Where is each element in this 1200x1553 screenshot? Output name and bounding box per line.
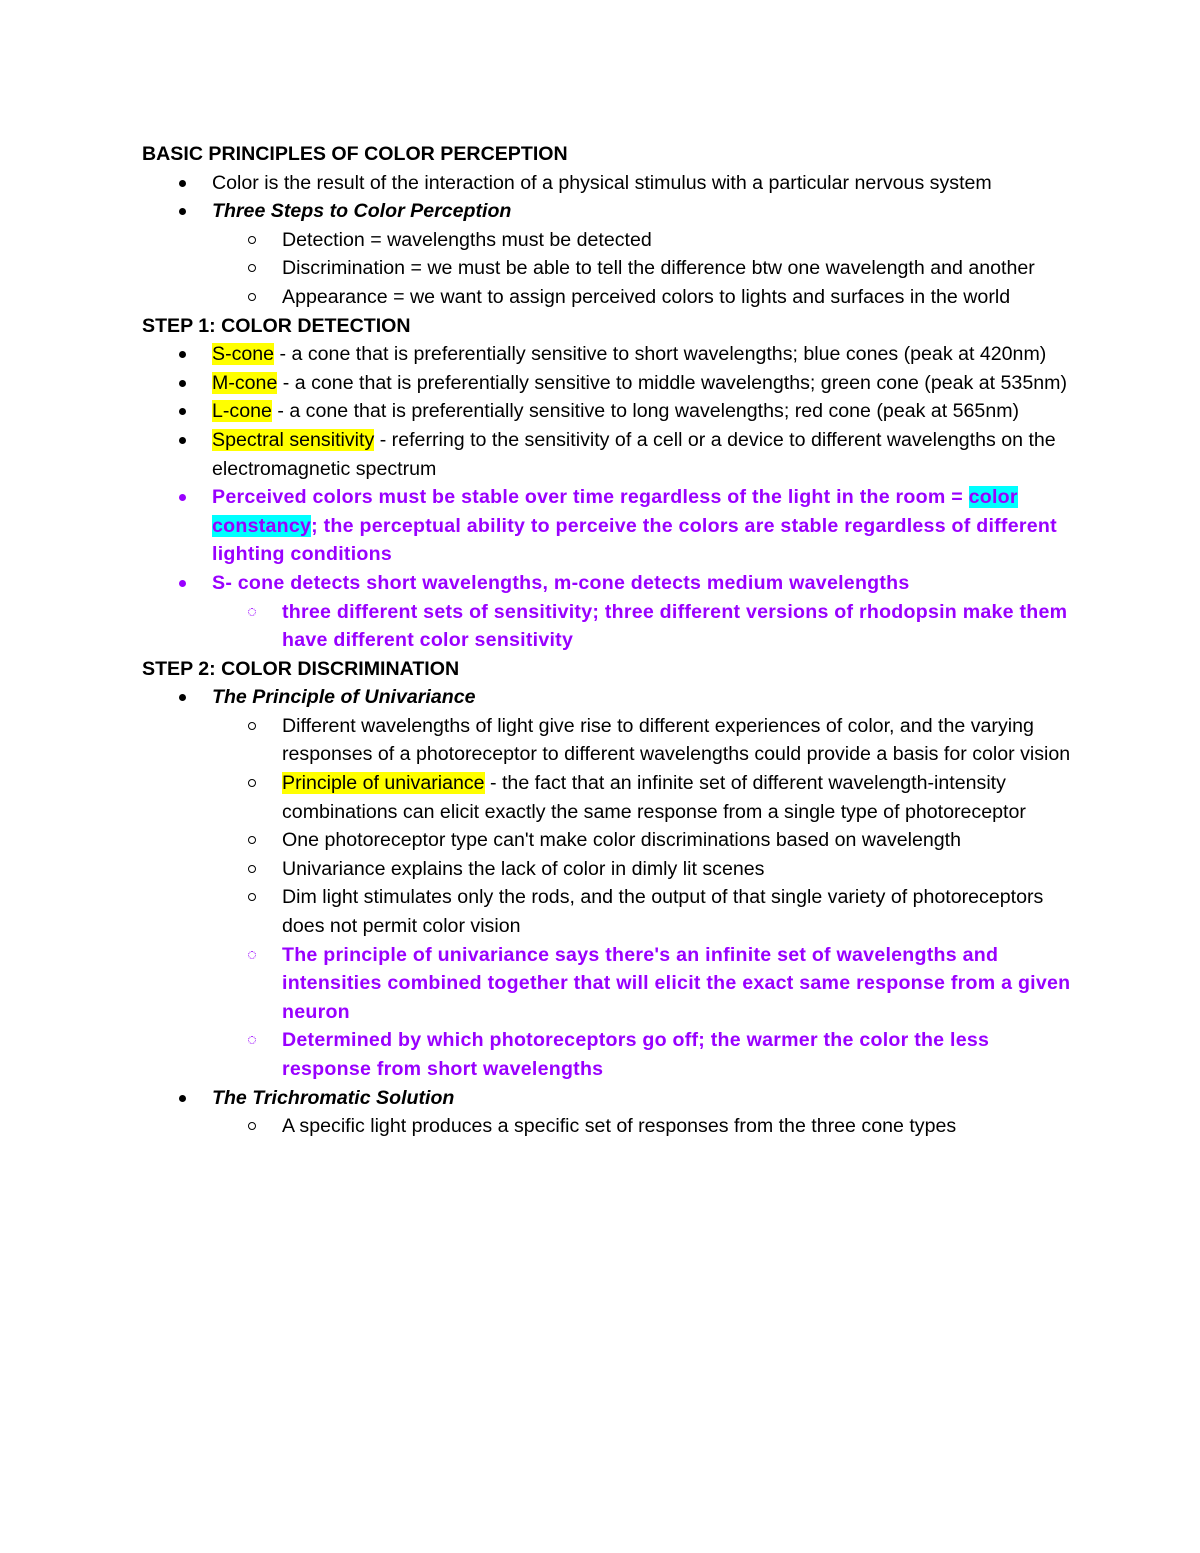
highlighted-term: Spectral sensitivity [212, 428, 375, 451]
sub-list-item [142, 941, 1072, 1027]
sub-list-item: One photoreceptor type can't make color discriminations based on wavelength [142, 826, 1072, 855]
list-item [142, 197, 1072, 226]
section-heading-step2: STEP 2: COLOR DISCRIMINATION [142, 657, 460, 680]
bullet-list-step1 [142, 340, 1072, 655]
list-item [142, 683, 1072, 712]
highlighted-term: L-cone [212, 400, 272, 423]
list-item [142, 1084, 1072, 1113]
sub-list-item: A specific light produces a specific set of responses from the three cone types [142, 1112, 1072, 1141]
sub-list-item: Different wavelengths of light give rise to different experiences of color, and the varying responses of a photoreceptor to different wavelengths could provide a basis for color vision [142, 712, 1072, 769]
note-text: ; the perceptual ability to perceive the colors are stable regardless of different lighting conditions [212, 514, 1057, 566]
sub-list-item: Univariance explains the lack of color in dimly lit scenes [142, 855, 1072, 884]
highlighted-term: color constancy [212, 486, 1018, 537]
note-text: S- cone detects short wavelengths, m-cone detects medium wavelengths [212, 571, 910, 594]
sub-list-item [142, 1026, 1072, 1083]
term-definition: - the fact that an infinite set of different wavelength-intensity combinations can elicit exactly the same response from a single type of photoreceptor [282, 772, 1026, 823]
sub-list-item [142, 769, 1072, 826]
section-heading-step1: STEP 1: COLOR DETECTION [142, 314, 411, 337]
highlighted-term: S-cone [212, 343, 275, 366]
list-item: Color is the result of the interaction of a physical stimulus with a particular nervous system [142, 169, 1072, 198]
three-steps-title: Three Steps to Color Perception [212, 200, 512, 223]
list-item [142, 340, 1072, 369]
sub-list-item: Appearance = we want to assign perceived colors to lights and surfaces in the world [142, 283, 1072, 312]
highlighted-term: M-cone [212, 371, 278, 394]
term-definition: - a cone that is preferentially sensitive to long wavelengths; red cone (peak at 565nm) [271, 400, 1020, 423]
highlighted-term: Principle of univariance [282, 772, 485, 795]
univariance-title: The Principle of Univariance [212, 686, 476, 709]
list-item [142, 483, 1072, 569]
note-text: three different sets of sensitivity; three different versions of rhodopsin make them have different color sensitivity [282, 600, 1068, 652]
note-text: Perceived colors must be stable over time regardless of the light in the room = [212, 486, 969, 509]
notes-content [142, 140, 1072, 1141]
trichromatic-title: The Trichromatic Solution [212, 1086, 455, 1109]
sub-list-item [142, 598, 1072, 655]
bullet-list-basic [142, 169, 1072, 312]
sub-list-item: Discrimination = we must be able to tell the difference btw one wavelength and another [142, 254, 1072, 283]
term-definition: - a cone that is preferentially sensitive to middle wavelengths; green cone (peak at 535nm) [277, 371, 1067, 394]
section-heading-basic-principles: BASIC PRINCIPLES OF COLOR PERCEPTION [142, 143, 568, 165]
bullet-list-step2 [142, 683, 1072, 1141]
list-item [142, 426, 1072, 483]
term-definition: - referring to the sensitivity of a cell or a device to different wavelengths on the electromagnetic spectrum [212, 428, 1056, 480]
note-text: The principle of univariance says there's an infinite set of wavelengths and intensities combined together that will elicit the exact same response from a given neuron [282, 943, 1071, 1023]
list-item [142, 569, 1072, 598]
sub-list-item: Detection = wavelengths must be detected [142, 226, 1072, 255]
term-definition: - a cone that is preferentially sensitive to short wavelengths; blue cones (peak at 420nm) [274, 343, 1047, 366]
list-item [142, 369, 1072, 398]
sub-list-item: Dim light stimulates only the rods, and the output of that single variety of photoreceptors does not permit color vision [142, 883, 1072, 940]
list-item [142, 397, 1072, 426]
note-text: Determined by which photoreceptors go off; the warmer the color the less response from short wavelengths [282, 1029, 990, 1080]
